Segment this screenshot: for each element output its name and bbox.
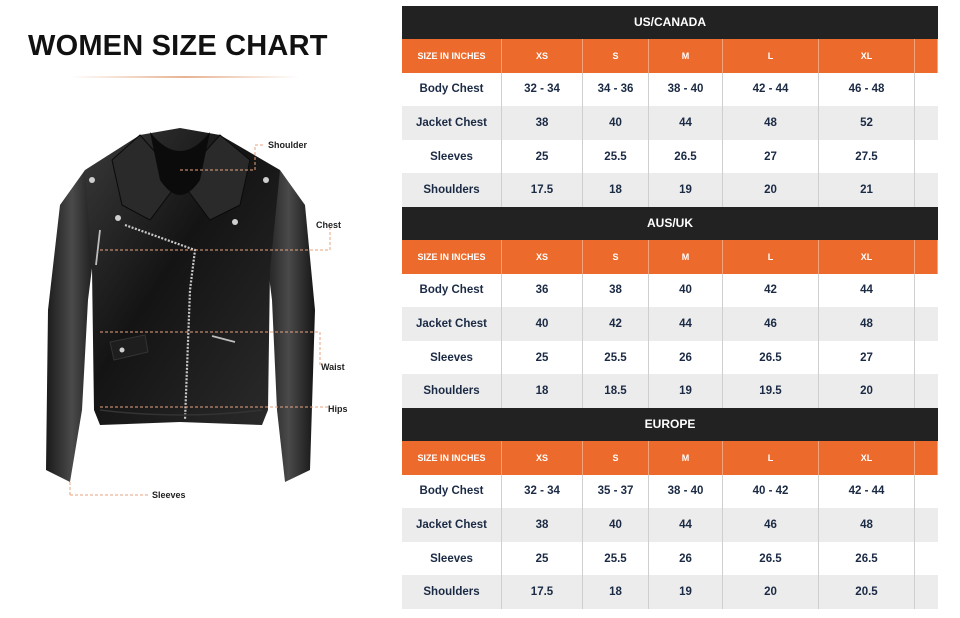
- table-cell: 44: [649, 106, 723, 140]
- size-table-europe: [402, 408, 938, 609]
- leather-jacket-image: [30, 110, 380, 510]
- table-cell: 35 - 37: [583, 475, 649, 509]
- table-cell: 21: [819, 173, 915, 207]
- table-cell: 19: [649, 374, 723, 408]
- table-cell: 42: [723, 274, 819, 308]
- row-label: Jacket Chest: [402, 508, 502, 542]
- header-cell: XL: [819, 39, 915, 73]
- table-cell: 25: [502, 140, 583, 174]
- table-row: [402, 307, 938, 341]
- row-label: Sleeves: [402, 140, 502, 174]
- table-row: [402, 475, 938, 509]
- table-cell-empty: [915, 341, 938, 375]
- header-cell: SIZE IN INCHES: [402, 39, 502, 73]
- callout-hips: Hips: [328, 404, 348, 414]
- region-header: AUS/UK: [402, 207, 938, 240]
- table-cell: 19: [649, 173, 723, 207]
- table-row: [402, 575, 938, 609]
- table-row: [402, 73, 938, 107]
- table-cell-empty: [915, 575, 938, 609]
- table-cell: 18: [583, 173, 649, 207]
- header-cell: L: [723, 39, 819, 73]
- header-cell: S: [583, 441, 649, 475]
- table-cell: 38: [583, 274, 649, 308]
- table-cell: 42 - 44: [819, 475, 915, 509]
- size-header-row: [402, 441, 938, 475]
- header-cell: L: [723, 240, 819, 274]
- table-cell-empty: [915, 73, 938, 107]
- table-cell: 26.5: [819, 542, 915, 576]
- row-label: Sleeves: [402, 341, 502, 375]
- row-label: Shoulders: [402, 575, 502, 609]
- callout-sleeves: Sleeves: [152, 490, 186, 500]
- header-cell: SIZE IN INCHES: [402, 240, 502, 274]
- table-cell: 26: [649, 341, 723, 375]
- table-cell: 18.5: [583, 374, 649, 408]
- table-cell: 17.5: [502, 575, 583, 609]
- size-header-row: [402, 39, 938, 73]
- row-label: Body Chest: [402, 475, 502, 509]
- header-cell: M: [649, 441, 723, 475]
- table-cell-empty: [915, 173, 938, 207]
- header-cell: S: [583, 39, 649, 73]
- row-label: Body Chest: [402, 274, 502, 308]
- table-cell: 27: [723, 140, 819, 174]
- table-row: [402, 374, 938, 408]
- region-header: US/CANADA: [402, 6, 938, 39]
- table-cell: 42: [583, 307, 649, 341]
- table-cell: 38: [502, 106, 583, 140]
- header-cell: SIZE IN INCHES: [402, 441, 502, 475]
- row-label: Shoulders: [402, 374, 502, 408]
- row-label: Sleeves: [402, 542, 502, 576]
- table-cell: 48: [723, 106, 819, 140]
- row-label: Shoulders: [402, 173, 502, 207]
- table-cell: 20: [723, 575, 819, 609]
- callout-waist: Waist: [321, 362, 345, 372]
- size-table-aus-uk: [402, 207, 938, 408]
- table-cell: 48: [819, 508, 915, 542]
- table-cell: 46 - 48: [819, 73, 915, 107]
- table-row: [402, 274, 938, 308]
- page-title: WOMEN SIZE CHART: [28, 30, 328, 62]
- header-cell-empty: [915, 441, 938, 475]
- title-divider: [70, 76, 300, 78]
- table-cell: 26.5: [723, 542, 819, 576]
- header-cell: S: [583, 240, 649, 274]
- table-cell: 19: [649, 575, 723, 609]
- header-cell: M: [649, 240, 723, 274]
- table-cell: 25: [502, 341, 583, 375]
- header-cell: M: [649, 39, 723, 73]
- table-cell: 27.5: [819, 140, 915, 174]
- table-cell: 52: [819, 106, 915, 140]
- table-cell: 17.5: [502, 173, 583, 207]
- table-cell: 46: [723, 508, 819, 542]
- table-row: [402, 173, 938, 207]
- table-cell: 32 - 34: [502, 475, 583, 509]
- table-cell-empty: [915, 508, 938, 542]
- table-cell: 20: [819, 374, 915, 408]
- callout-shoulder: Shoulder: [268, 140, 308, 150]
- table-cell: 19.5: [723, 374, 819, 408]
- table-cell: 40: [583, 508, 649, 542]
- table-cell: 48: [819, 307, 915, 341]
- table-cell: 44: [819, 274, 915, 308]
- header-cell: XS: [502, 240, 583, 274]
- row-label: Body Chest: [402, 73, 502, 107]
- table-cell: 26: [649, 542, 723, 576]
- header-cell-empty: [915, 39, 938, 73]
- table-cell: 18: [502, 374, 583, 408]
- table-cell: 46: [723, 307, 819, 341]
- header-cell: XS: [502, 441, 583, 475]
- table-cell: 26.5: [649, 140, 723, 174]
- header-cell: XL: [819, 441, 915, 475]
- header-cell: L: [723, 441, 819, 475]
- row-label: Jacket Chest: [402, 106, 502, 140]
- table-cell: 44: [649, 508, 723, 542]
- table-cell-empty: [915, 140, 938, 174]
- table-cell: 25.5: [583, 140, 649, 174]
- table-cell: 44: [649, 307, 723, 341]
- table-cell: 40 - 42: [723, 475, 819, 509]
- header-cell-empty: [915, 240, 938, 274]
- table-cell: 18: [583, 575, 649, 609]
- table-row: [402, 542, 938, 576]
- table-cell: 42 - 44: [723, 73, 819, 107]
- table-cell: 20: [723, 173, 819, 207]
- size-header-row: [402, 240, 938, 274]
- table-cell-empty: [915, 274, 938, 308]
- table-cell: 40: [502, 307, 583, 341]
- table-cell: 25.5: [583, 341, 649, 375]
- table-cell-empty: [915, 106, 938, 140]
- table-cell: 40: [649, 274, 723, 308]
- table-cell: 25: [502, 542, 583, 576]
- table-cell: 25.5: [583, 542, 649, 576]
- table-cell: 34 - 36: [583, 73, 649, 107]
- size-tables: [402, 6, 938, 609]
- header-cell: XL: [819, 240, 915, 274]
- row-label: Jacket Chest: [402, 307, 502, 341]
- table-cell: 40: [583, 106, 649, 140]
- region-header: EUROPE: [402, 408, 938, 441]
- table-row: [402, 140, 938, 174]
- table-cell: 38: [502, 508, 583, 542]
- table-cell: 26.5: [723, 341, 819, 375]
- jacket-diagram: [30, 110, 380, 510]
- table-cell-empty: [915, 307, 938, 341]
- table-cell-empty: [915, 374, 938, 408]
- table-row: [402, 341, 938, 375]
- table-cell: 38 - 40: [649, 73, 723, 107]
- table-cell: 38 - 40: [649, 475, 723, 509]
- callout-chest: Chest: [316, 220, 342, 230]
- table-cell: 20.5: [819, 575, 915, 609]
- header-cell: XS: [502, 39, 583, 73]
- table-cell: 27: [819, 341, 915, 375]
- table-cell-empty: [915, 542, 938, 576]
- size-table-us-canada: [402, 6, 938, 207]
- table-row: [402, 508, 938, 542]
- table-cell-empty: [915, 475, 938, 509]
- table-row: [402, 106, 938, 140]
- table-cell: 32 - 34: [502, 73, 583, 107]
- table-cell: 36: [502, 274, 583, 308]
